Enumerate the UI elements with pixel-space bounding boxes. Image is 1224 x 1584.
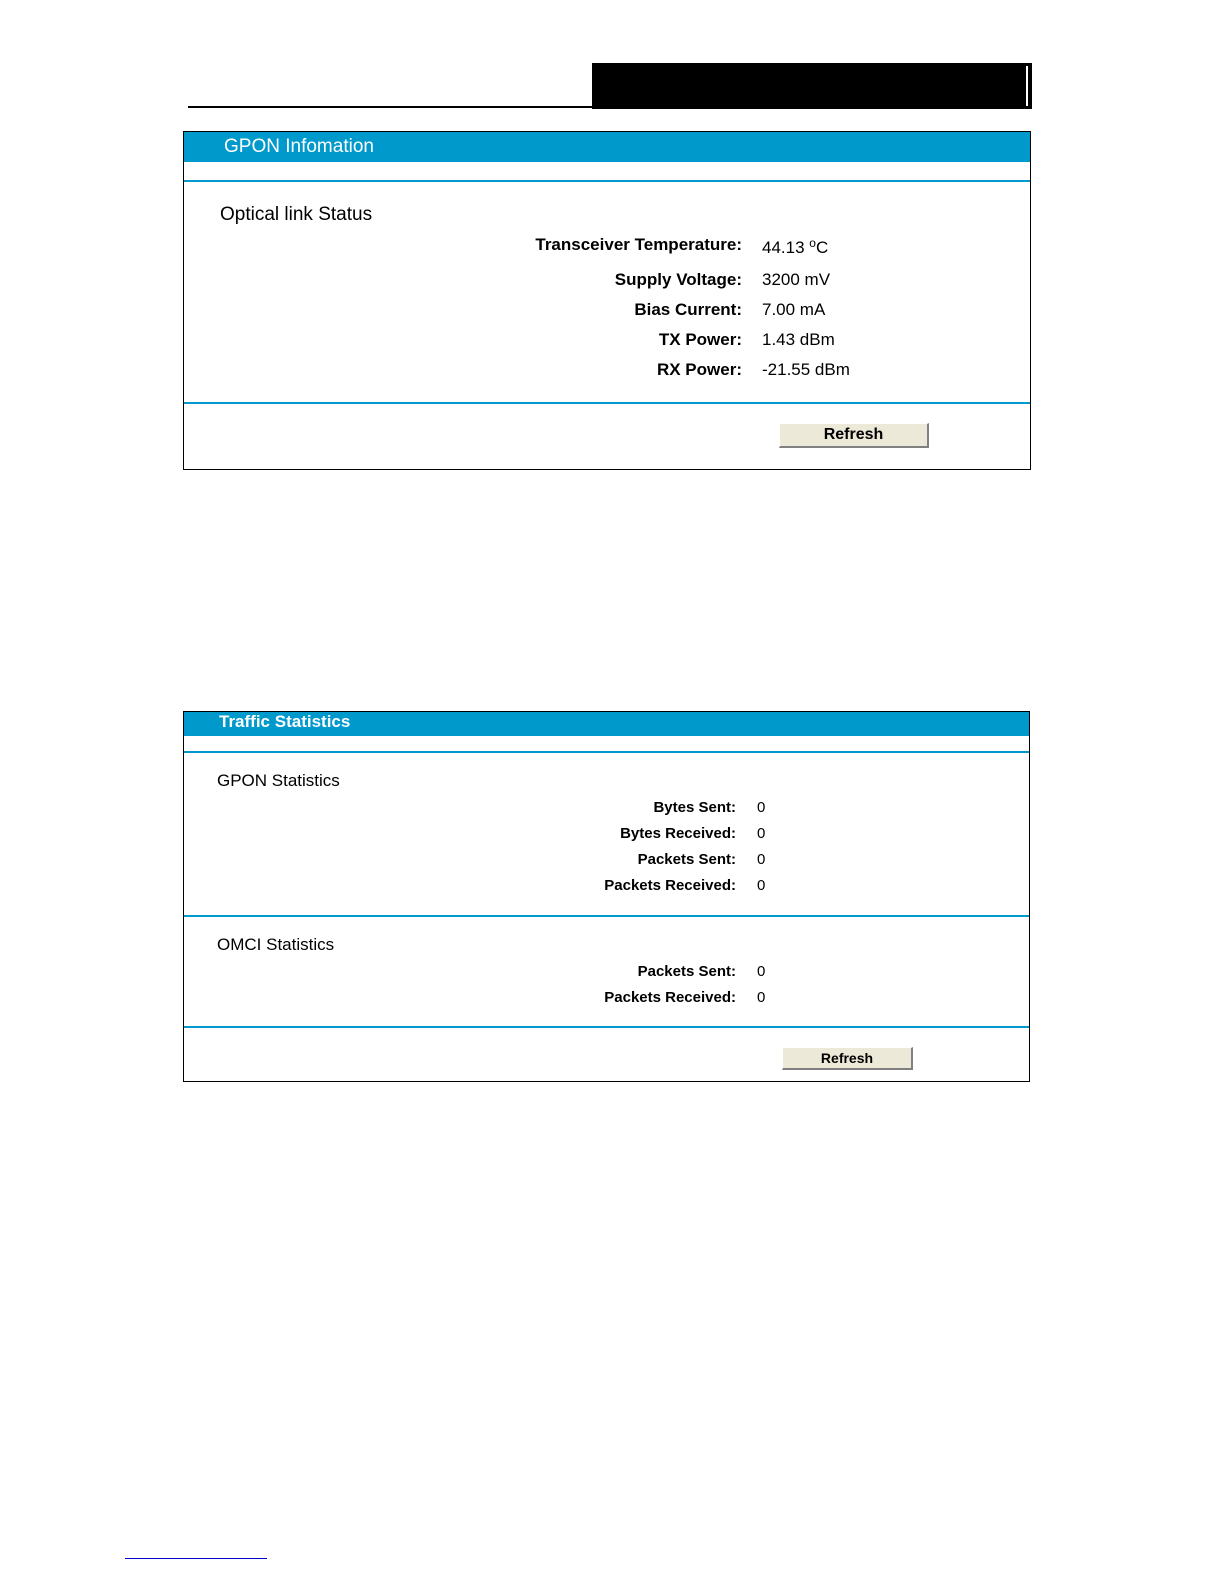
supply-voltage-label: Supply Voltage: <box>614 270 742 289</box>
page-header-bar <box>592 63 1032 109</box>
divider <box>184 180 1030 182</box>
page-header-bar-edge <box>1026 66 1028 106</box>
rx-power-value: -21.55 dBm <box>762 360 850 379</box>
traffic-statistics-title: Traffic Statistics <box>184 712 1029 736</box>
footer-link-underline <box>125 1558 267 1559</box>
transceiver-temperature-label: Transceiver Temperature: <box>535 235 742 254</box>
page-header-rule <box>188 106 594 108</box>
tx-power-value: 1.43 dBm <box>762 330 835 349</box>
gpon-packets-sent-value: 0 <box>757 851 766 868</box>
gpon-statistics-heading: GPON Statistics <box>217 771 340 790</box>
transceiver-temperature-value: 44.13 $^o$C <box>762 236 829 257</box>
bytes-received-label: Bytes Received: <box>620 825 736 842</box>
omci-statistics-heading: OMCI Statistics <box>217 935 335 954</box>
gpon-information-panel <box>183 131 1031 470</box>
omci-packets-sent-value: 0 <box>757 963 766 980</box>
bias-current-value: 7.00 mA <box>762 300 826 319</box>
refresh-button[interactable]: Refresh <box>779 423 929 448</box>
gpon-packets-received-value: 0 <box>757 877 766 894</box>
divider <box>184 1026 1029 1028</box>
gpon-packets-received-label: Packets Received: <box>604 877 736 894</box>
bias-current-label: Bias Current: <box>634 300 742 319</box>
degree-symbol: o <box>809 236 816 250</box>
divider <box>184 915 1029 917</box>
bytes-sent-value: 0 <box>757 799 766 816</box>
refresh-button[interactable]: Refresh <box>782 1047 913 1070</box>
tx-power-label: TX Power: <box>658 330 742 349</box>
gpon-information-title: GPON Infomation <box>184 132 1030 162</box>
traffic-statistics-panel <box>183 711 1030 1082</box>
omci-packets-received-label: Packets Received: <box>604 989 736 1006</box>
supply-voltage-value: 3200 mV <box>762 270 831 289</box>
rx-power-label: RX Power: <box>656 360 742 379</box>
divider <box>184 751 1029 753</box>
gpon-packets-sent-label: Packets Sent: <box>637 851 736 868</box>
omci-packets-received-value: 0 <box>757 989 766 1006</box>
divider <box>184 402 1030 404</box>
bytes-sent-label: Bytes Sent: <box>653 799 736 816</box>
omci-packets-sent-label: Packets Sent: <box>637 963 736 980</box>
optical-link-status-heading: Optical link Status <box>220 204 373 225</box>
bytes-received-value: 0 <box>757 825 766 842</box>
